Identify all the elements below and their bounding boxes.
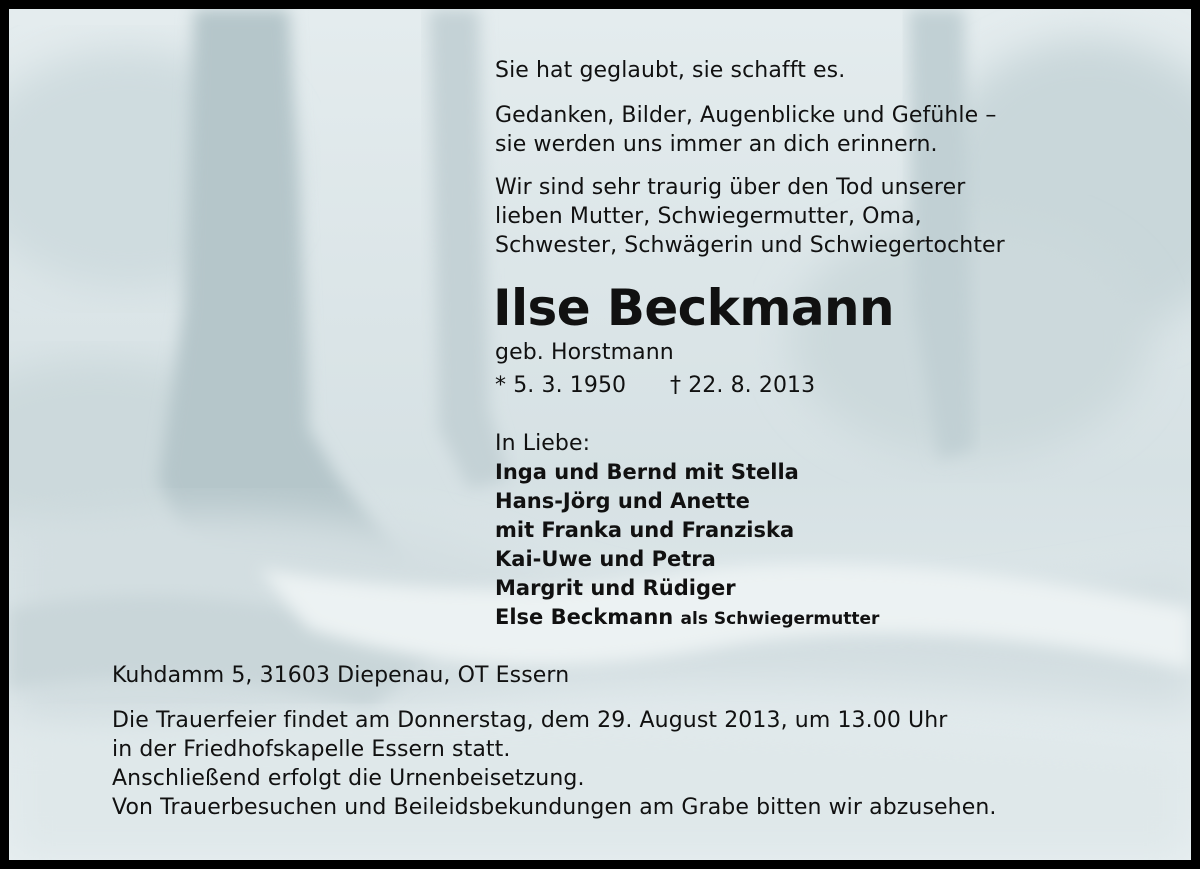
intro-line-2: lieben Mutter, Schwiegermutter, Oma, <box>495 204 922 229</box>
funeral-line-2: in der Friedhofskapelle Essern statt. <box>112 737 511 762</box>
funeral-line-3: Anschließend erfolgt die Urnenbeisetzung. <box>112 766 585 791</box>
intro-line-1: Wir sind sehr traurig über den Tod unserer <box>495 175 966 200</box>
maiden-name: geb. Horstmann <box>495 340 674 365</box>
mourner-line: mit Franka und Franziska <box>495 518 795 542</box>
birth-date: * 5. 3. 1950 <box>495 373 627 398</box>
deceased-name: Ilse Beckmann <box>493 279 894 337</box>
mourner-line-last <box>495 603 879 635</box>
verse-line-2: Gedanken, Bilder, Augenblicke und Gefühle – <box>495 103 997 128</box>
mourner-line: Margrit und Rüdiger <box>495 576 736 600</box>
verse-line-3: sie werden uns immer an dich erinnern. <box>495 132 938 157</box>
verse-line-1: Sie hat geglaubt, sie schafft es. <box>495 58 846 83</box>
mourner-line: Hans-Jörg und Anette <box>495 489 750 513</box>
intro-line-3: Schwester, Schwägerin und Schwiegertochter <box>495 233 1005 258</box>
funeral-line-4: Von Trauerbesuchen und Beileidsbekundungen am Grabe bitten wir abzusehen. <box>112 795 997 820</box>
address: Kuhdamm 5, 31603 Diepenau, OT Essern <box>112 663 570 688</box>
death-date: † 22. 8. 2013 <box>670 373 816 398</box>
mourners-heading: In Liebe: <box>495 431 591 456</box>
mourner-line: Inga und Bernd mit Stella <box>495 460 799 484</box>
mourner-line: Kai-Uwe und Petra <box>495 547 716 571</box>
funeral-line-1: Die Trauerfeier findet am Donnerstag, dem 29. August 2013, um 13.00 Uhr <box>112 708 948 733</box>
mourner-line: Else Beckmann <box>495 605 674 629</box>
obituary-notice <box>9 9 1191 860</box>
mourner-relation: als Schwiegermutter <box>680 609 880 629</box>
